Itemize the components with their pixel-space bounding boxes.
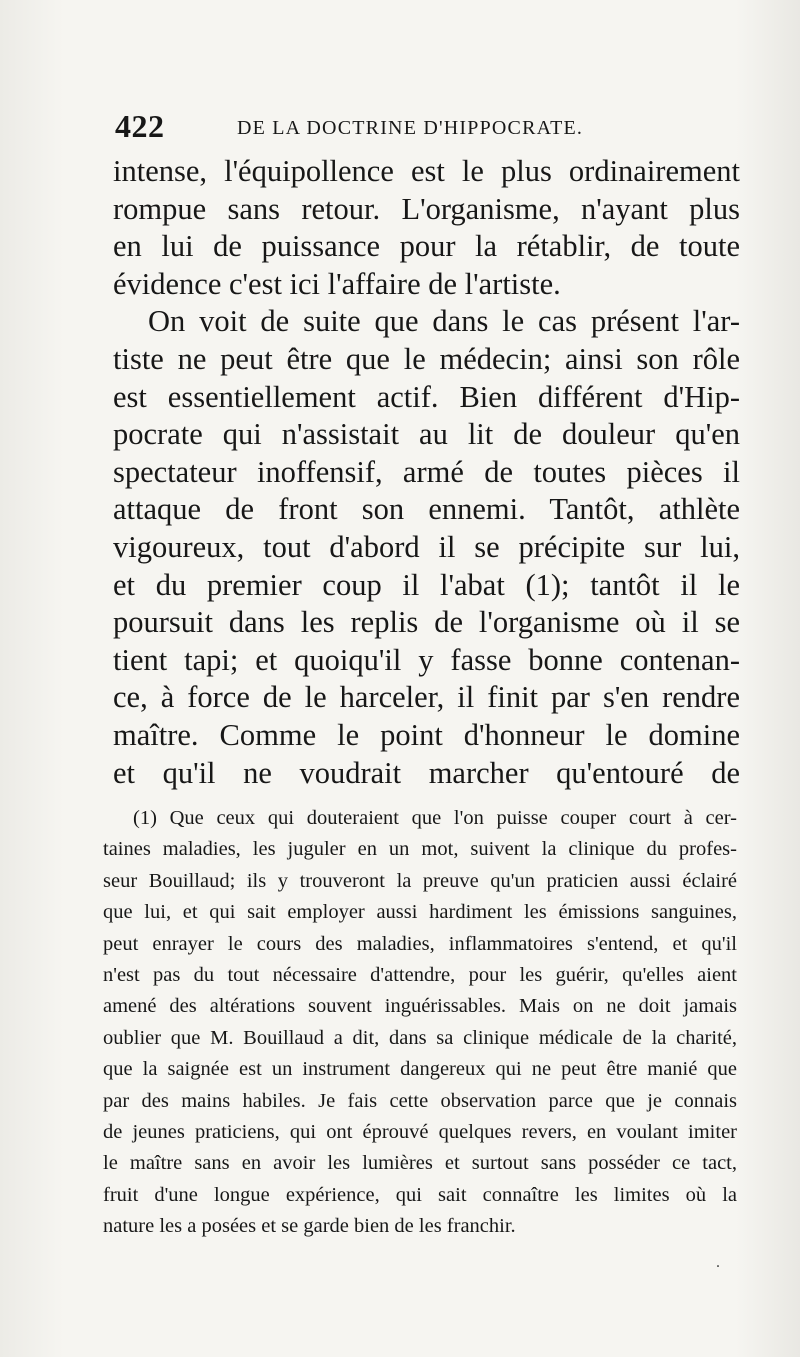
body-line: pocrate qui n'assistait au lit de douleur qu'en bbox=[113, 417, 740, 452]
footnote-line: que la saignée est un instrument dangereux qui ne peut être manié que bbox=[103, 1058, 737, 1081]
footnote-line: seur Bouillaud; ils y trouveront la preuve qu'un praticien aussi éclairé bbox=[103, 869, 737, 892]
body-line: On voit de suite que dans le cas présent l'ar- bbox=[148, 304, 740, 339]
body-line: vigoureux, tout d'abord il se précipite sur lui, bbox=[113, 529, 740, 564]
body-line: attaque de front son ennemi. Tantôt, athlète bbox=[113, 492, 740, 527]
body-line: spectateur inoffensif, armé de toutes pièces il bbox=[113, 454, 740, 489]
body-line: poursuit dans les replis de l'organisme où il se bbox=[113, 605, 740, 640]
page-number: 422 bbox=[115, 108, 165, 144]
main-text-block bbox=[113, 153, 740, 792]
footnote-line: amené des altérations souvent inguérissables. Mais on ne doit jamais bbox=[103, 995, 737, 1018]
footnote-line: oublier que M. Bouillaud a dit, dans sa clinique médicale de la charité, bbox=[103, 1026, 737, 1049]
footnote-line: par des mains habiles. Je fais cette observation parce que je connais bbox=[103, 1089, 737, 1112]
body-line: ce, à force de le harceler, il finit par s'en rendre bbox=[113, 680, 740, 715]
body-line: tiste ne peut être que le médecin; ainsi son rôle bbox=[113, 341, 740, 376]
footnote-line: fruit d'une longue expérience, qui sait connaître les limites où la bbox=[103, 1183, 737, 1206]
footnote-line: de jeunes praticiens, qui ont éprouvé quelques revers, en voulant imiter bbox=[103, 1120, 737, 1143]
footnote-line: que lui, et qui sait employer aussi hardiment les émissions sanguines, bbox=[103, 901, 737, 924]
body-line: intense, l'équipollence est le plus ordinairement bbox=[113, 154, 740, 188]
footnote-line: le maître sans en avoir les lumières et surtout sans posséder ce tact, bbox=[103, 1152, 737, 1175]
corner-mark: . bbox=[716, 1254, 720, 1271]
body-line: rompue sans retour. L'organisme, n'ayant plus bbox=[113, 191, 740, 226]
footnote-block bbox=[103, 803, 737, 1242]
body-line: et du premier coup il l'abat (1); tantôt il le bbox=[113, 567, 740, 602]
body-line: maître. Comme le point d'honneur le domine bbox=[113, 717, 740, 752]
page-header bbox=[115, 108, 740, 148]
footnote-line: taines maladies, les juguler en un mot, suivent la clinique du profes- bbox=[103, 838, 737, 861]
footnote-line: nature les a posées et se garde bien de les franchir. bbox=[103, 1215, 516, 1238]
body-line: et qu'il ne voudrait marcher qu'entouré de bbox=[113, 755, 740, 790]
footnote-line: n'est pas du tout nécessaire d'attendre, pour les guérir, qu'elles aient bbox=[103, 963, 737, 986]
body-line: est essentiellement actif. Bien différent d'Hip- bbox=[113, 379, 740, 414]
body-line: tient tapi; et quoiqu'il y fasse bonne contenan- bbox=[113, 642, 740, 677]
running-head: DE LA DOCTRINE D'HIPPOCRATE. bbox=[237, 117, 584, 139]
footnote-line: (1) Que ceux qui douteraient que l'on puisse couper court à cer- bbox=[133, 807, 737, 829]
footnote-line: peut enrayer le cours des maladies, inflammatoires s'entend, et qu'il bbox=[103, 932, 737, 955]
body-line: évidence c'est ici l'affaire de l'artiste. bbox=[113, 266, 561, 301]
body-line: en lui de puissance pour la rétablir, de toute bbox=[113, 229, 740, 264]
